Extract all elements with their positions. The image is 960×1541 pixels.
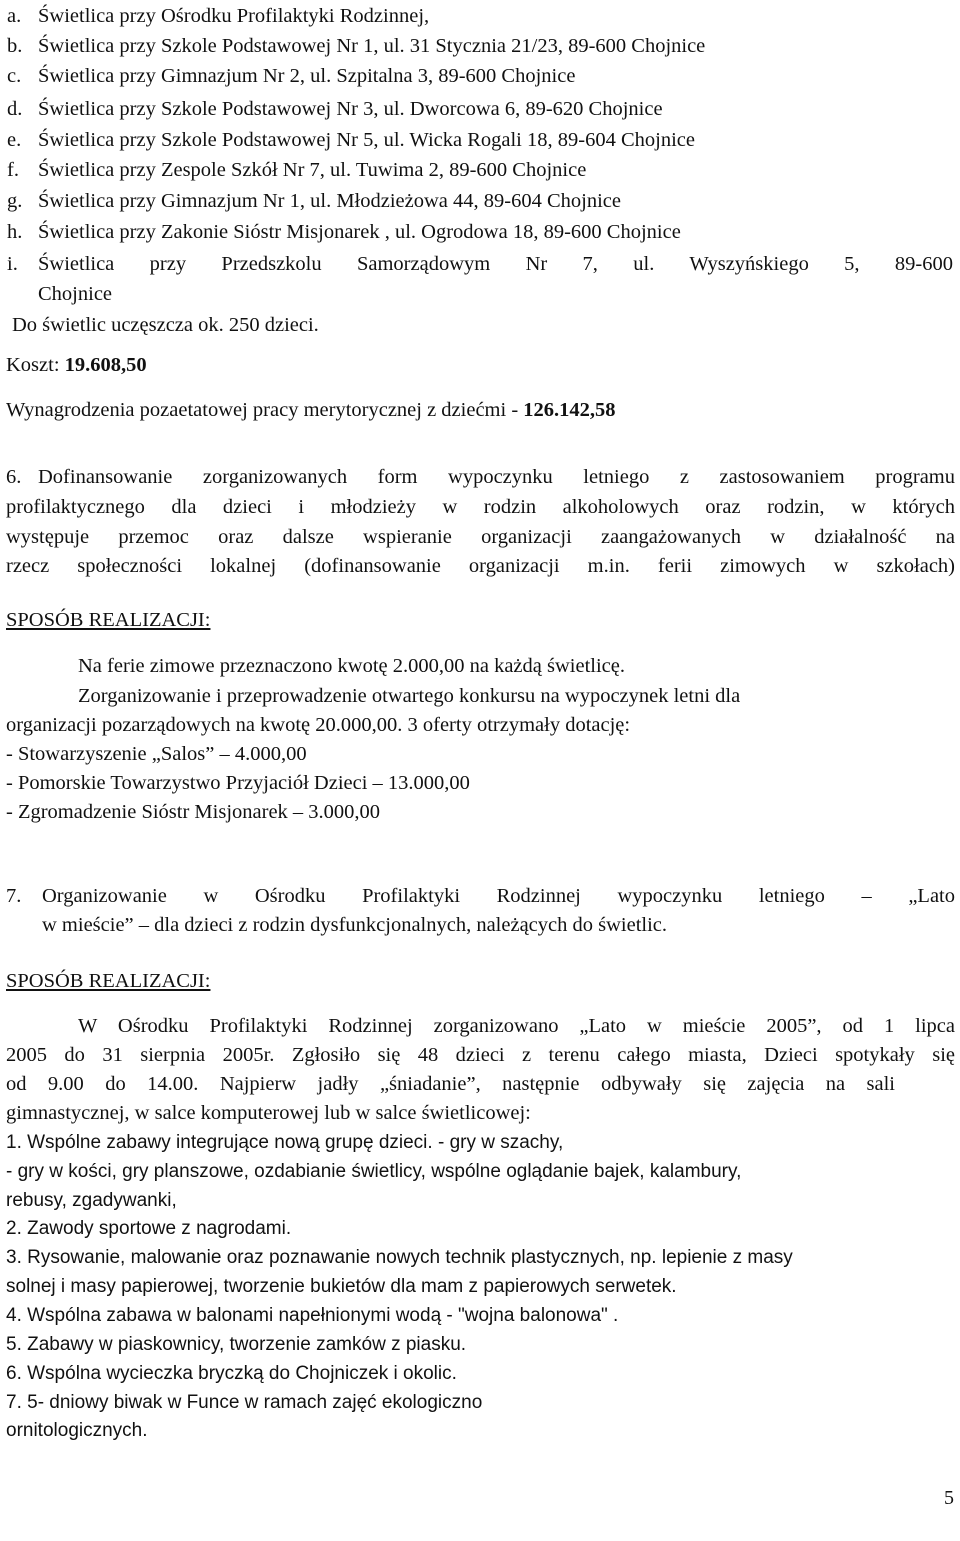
item-6-line: profilaktycznego dla dzieci i młodzieży w rodzin alkoholowych oraz rodzin, w których	[6, 496, 955, 518]
activity-line: 3. Rysowanie, malowanie oraz poznawanie nowych technik plastycznych, np. lepienie z masy	[6, 1247, 793, 1268]
text-line: Zorganizowanie i przeprowadzenie otwartego konkursu na wypoczynek letni dla	[78, 685, 741, 707]
list-item: Świetlica przy Szkole Podstawowej Nr 3, ul. Dworcowa 6, 89-620 Chojnice	[38, 98, 663, 120]
list-item: Świetlica przy Zespole Szkół Nr 7, ul. Tuwima 2, 89-600 Chojnice	[38, 159, 587, 181]
text-line: gimnastycznej, w salce komputerowej lub w salce świetlicowej:	[6, 1102, 531, 1124]
list-marker: f.	[7, 159, 19, 181]
text-line: organizacji pozarządowych na kwotę 20.000,00. 3 oferty otrzymały dotację:	[6, 714, 631, 736]
list-marker: a.	[7, 5, 22, 27]
activity-line: - gry w kości, gry planszowe, ozdabianie świetlicy, wspólne oglądanie bajek, kalambury,	[6, 1161, 742, 1182]
item-6-line: rzecz społeczności lokalnej (dofinansowanie organizacji m.in. ferii zimowych w szkołach)	[6, 555, 955, 577]
section-heading: SPOSÓB REALIZACJI:	[6, 970, 211, 992]
list-item-continuation: Chojnice	[38, 283, 113, 305]
item-7-line: Organizowanie w Ośrodku Profilaktyki Rodzinnej wypoczynku letniego – „Lato	[42, 885, 955, 907]
list-marker: b.	[7, 35, 23, 57]
list-item: Świetlica przy Gimnazjum Nr 2, ul. Szpitalna 3, 89-600 Chojnice	[38, 65, 576, 87]
activity-line: 2. Zawody sportowe z nagrodami.	[6, 1218, 292, 1239]
activity-line: rebusy, zgadywanki,	[6, 1190, 177, 1211]
list-marker: d.	[7, 98, 23, 120]
list-marker: i.	[7, 253, 18, 275]
text-line: 2005 do 31 sierpnia 2005r. Zgłosiło się 48 dzieci z terenu całego miasta, Dzieci spotykały się	[6, 1044, 955, 1066]
attendance-note: Do świetlic uczęszcza ok. 250 dzieci.	[12, 314, 319, 336]
list-item: Świetlica przy Szkole Podstawowej Nr 1, ul. 31 Stycznia 21/23, 89-600 Chojnice	[38, 35, 706, 57]
activity-line: 6. Wspólna wycieczka bryczką do Chojniczek i okolic.	[6, 1363, 457, 1384]
activity-line: 7. 5- dniowy biwak w Funce w ramach zajęć ekologiczno	[6, 1392, 483, 1413]
activity-line: solnej i masy papierowej, tworzenie bukietów dla mam z papierowych serwetek.	[6, 1276, 677, 1297]
cost-line	[6, 351, 147, 380]
list-marker: c.	[7, 65, 22, 87]
text-line: od 9.00 do 14.00. Najpierw jadły „śniadanie”, następnie odbywały się zajęcia na sali	[6, 1073, 895, 1095]
item-7-line: w mieście” – dla dzieci z rodzin dysfunkcjonalnych, należących do świetlic.	[42, 914, 668, 936]
item-6-line: występuje przemoc oraz dalsze wspieranie organizacji zaangażowanych w działalność na	[6, 526, 955, 548]
text-line: W Ośrodku Profilaktyki Rodzinnej zorganizowano „Lato w mieście 2005”, od 1 lipca	[78, 1015, 955, 1037]
list-marker: g.	[7, 190, 23, 212]
list-marker: e.	[7, 129, 22, 151]
item-6-line: Dofinansowanie zorganizowanych form wypoczynku letniego z zastosowaniem programu	[38, 466, 955, 488]
list-marker: h.	[7, 221, 23, 243]
cost-label: Koszt:	[6, 354, 65, 376]
list-item: Świetlica przy Zakonie Sióstr Misjonarek , ul. Ogrodowa 18, 89-600 Chojnice	[38, 221, 681, 243]
activity-line: 5. Zabawy w piaskownicy, tworzenie zamków z piasku.	[6, 1334, 467, 1355]
item-number: 7.	[6, 885, 22, 907]
list-item: Świetlica przy Ośrodku Profilaktyki Rodzinnej,	[38, 5, 430, 27]
grant-line: - Zgromadzenie Sióstr Misjonarek – 3.000,00	[6, 801, 381, 823]
list-item: Świetlica przy Szkole Podstawowej Nr 5, ul. Wicka Rogali 18, 89-604 Chojnice	[38, 129, 695, 151]
cost-value: 19.608,50	[64, 354, 147, 376]
list-item: Świetlica przy Gimnazjum Nr 1, ul. Młodzieżowa 44, 89-604 Chojnice	[38, 190, 621, 212]
grant-line: - Pomorskie Towarzystwo Przyjaciół Dzieci – 13.000,00	[6, 772, 470, 794]
item-number: 6.	[6, 466, 22, 488]
wages-label: Wynagrodzenia pozaetatowej pracy merytorycznej z dziećmi -	[6, 399, 524, 421]
activity-line: 4. Wspólna zabawa w balonami napełnionymi wodą - "wojna balonowa" .	[6, 1305, 619, 1326]
grant-line: - Stowarzyszenie „Salos” – 4.000,00	[6, 743, 307, 765]
wages-value: 126.142,58	[523, 399, 616, 421]
activity-line: ornitologicznych.	[6, 1420, 148, 1441]
section-heading: SPOSÓB REALIZACJI:	[6, 609, 211, 631]
text-line: Na ferie zimowe przeznaczono kwotę 2.000,00 na każdą świetlicę.	[78, 655, 625, 677]
activity-line: 1. Wspólne zabawy integrujące nową grupę dzieci. - gry w szachy,	[6, 1132, 564, 1153]
page-number: 5	[944, 1487, 954, 1509]
wages-line	[6, 396, 616, 425]
list-item: Świetlica przy Przedszkolu Samorządowym Nr 7, ul. Wyszyńskiego 5, 89-600	[38, 253, 953, 275]
